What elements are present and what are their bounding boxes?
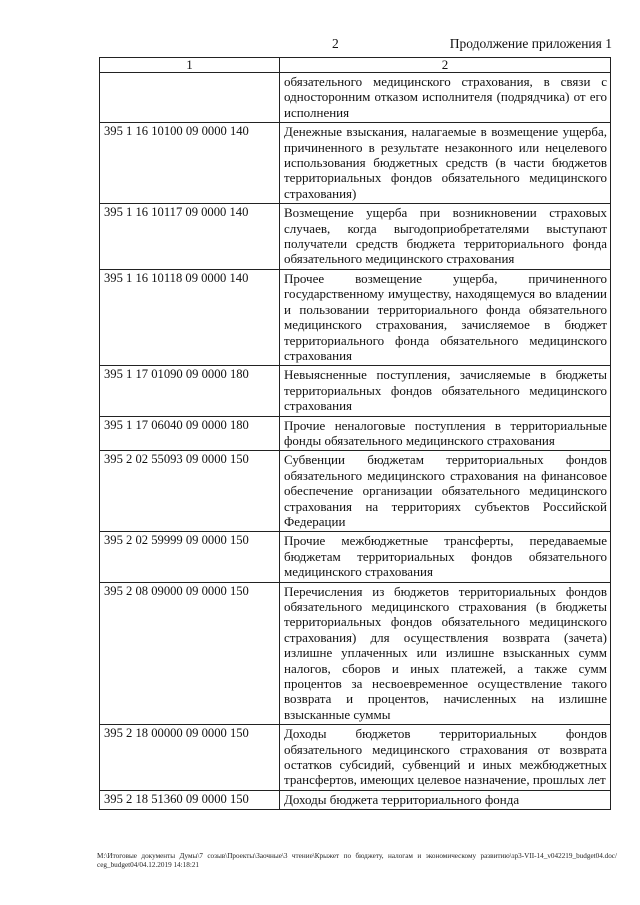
budget-code-cell xyxy=(100,73,280,123)
page-number: 2 xyxy=(332,36,339,51)
description-cell: Денежные взыскания, налагаемые в возмещение ущерба, причиненного в результате незаконного или нецелевого использования бюджетных средств (в части бюджетов территориальных фондов обязательного медицинского страхования) xyxy=(280,123,611,204)
budget-code-cell: 395 2 18 00000 09 0000 150 xyxy=(100,725,280,791)
description-cell: Доходы бюджета территориального фонда xyxy=(280,790,611,809)
table-row xyxy=(100,204,611,270)
table-row xyxy=(100,725,611,791)
appendix-continuation-note: Продолжение приложения 1 xyxy=(449,36,612,51)
budget-code-cell: 395 1 16 10118 09 0000 140 xyxy=(100,269,280,365)
page-header xyxy=(0,36,640,52)
description-cell: Прочие неналоговые поступления в территориальные фонды обязательного медицинского страхования xyxy=(280,416,611,451)
table-header-row xyxy=(100,58,611,73)
budget-code-cell: 395 1 16 10100 09 0000 140 xyxy=(100,123,280,204)
table-row xyxy=(100,73,611,123)
table-row xyxy=(100,582,611,725)
description-cell: обязательного медицинского страхования, в связи с односторонним отказом исполнителя (подрядчика) от его исполнения xyxy=(280,73,611,123)
table-row xyxy=(100,451,611,532)
revenue-codes-table xyxy=(99,57,611,810)
table-row xyxy=(100,532,611,582)
budget-code-cell: 395 2 08 09000 09 0000 150 xyxy=(100,582,280,725)
table-row xyxy=(100,123,611,204)
file-path-footer: М:\Итоговые документы Думы\7 созыв\Проекты\Заочные\3 чтение\Крыжет по бюджету, налогам и экономическому развитию\зр3-VII-14_v042219_budget04.doc/ ceg_budget04/04.12.2019 14:18:21 xyxy=(97,852,617,869)
description-cell: Перечисления из бюджетов территориальных фондов обязательного медицинского страхования (в бюджеты территориальных фондов обязательного медицинского страхования) для осуществления возврата (зачета) излишне уплаченных или излишне взысканных сумм налогов, сборов и иных платежей, а также сумм процентов за несвоевременное осуществление такого возврата и процентов, начисленных на излишне взысканные суммы xyxy=(280,582,611,725)
description-cell: Возмещение ущерба при возникновении страховых случаев, когда выгодоприобретателями выступают получатели средств бюджета территориального фонда обязательного медицинского страхования xyxy=(280,204,611,270)
column-header-description: 2 xyxy=(280,58,611,73)
table-row xyxy=(100,269,611,365)
description-cell: Невыясненные поступления, зачисляемые в бюджеты территориальных фондов обязательного медицинского страхования xyxy=(280,366,611,416)
budget-code-cell: 395 1 16 10117 09 0000 140 xyxy=(100,204,280,270)
budget-code-cell: 395 1 17 01090 09 0000 180 xyxy=(100,366,280,416)
budget-code-cell: 395 2 02 59999 09 0000 150 xyxy=(100,532,280,582)
column-header-code: 1 xyxy=(100,58,280,73)
budget-code-cell: 395 1 17 06040 09 0000 180 xyxy=(100,416,280,451)
budget-code-cell: 395 2 18 51360 09 0000 150 xyxy=(100,790,280,809)
budget-code-cell: 395 2 02 55093 09 0000 150 xyxy=(100,451,280,532)
description-cell: Доходы бюджетов территориальных фондов обязательного медицинского страхования от возврата остатков субсидий, субвенций и иных межбюджетных трансфертов, имеющих целевое назначение, прошлых лет xyxy=(280,725,611,791)
description-cell: Прочее возмещение ущерба, причиненного государственному имуществу, находящемуся во владении и пользовании территориального фонда обязательного медицинского страхования, зачисляемое в бюджет территориального фонда обязательного медицинского страхования xyxy=(280,269,611,365)
description-cell: Субвенции бюджетам территориальных фондов обязательного медицинского страхования на финансовое обеспечение организации обязательного медицинского страхования на территориях субъектов Российской Федерации xyxy=(280,451,611,532)
description-cell: Прочие межбюджетные трансферты, передаваемые бюджетам территориальных фондов обязательного медицинского страхования xyxy=(280,532,611,582)
table-row xyxy=(100,366,611,416)
table-row xyxy=(100,416,611,451)
table-row xyxy=(100,790,611,809)
